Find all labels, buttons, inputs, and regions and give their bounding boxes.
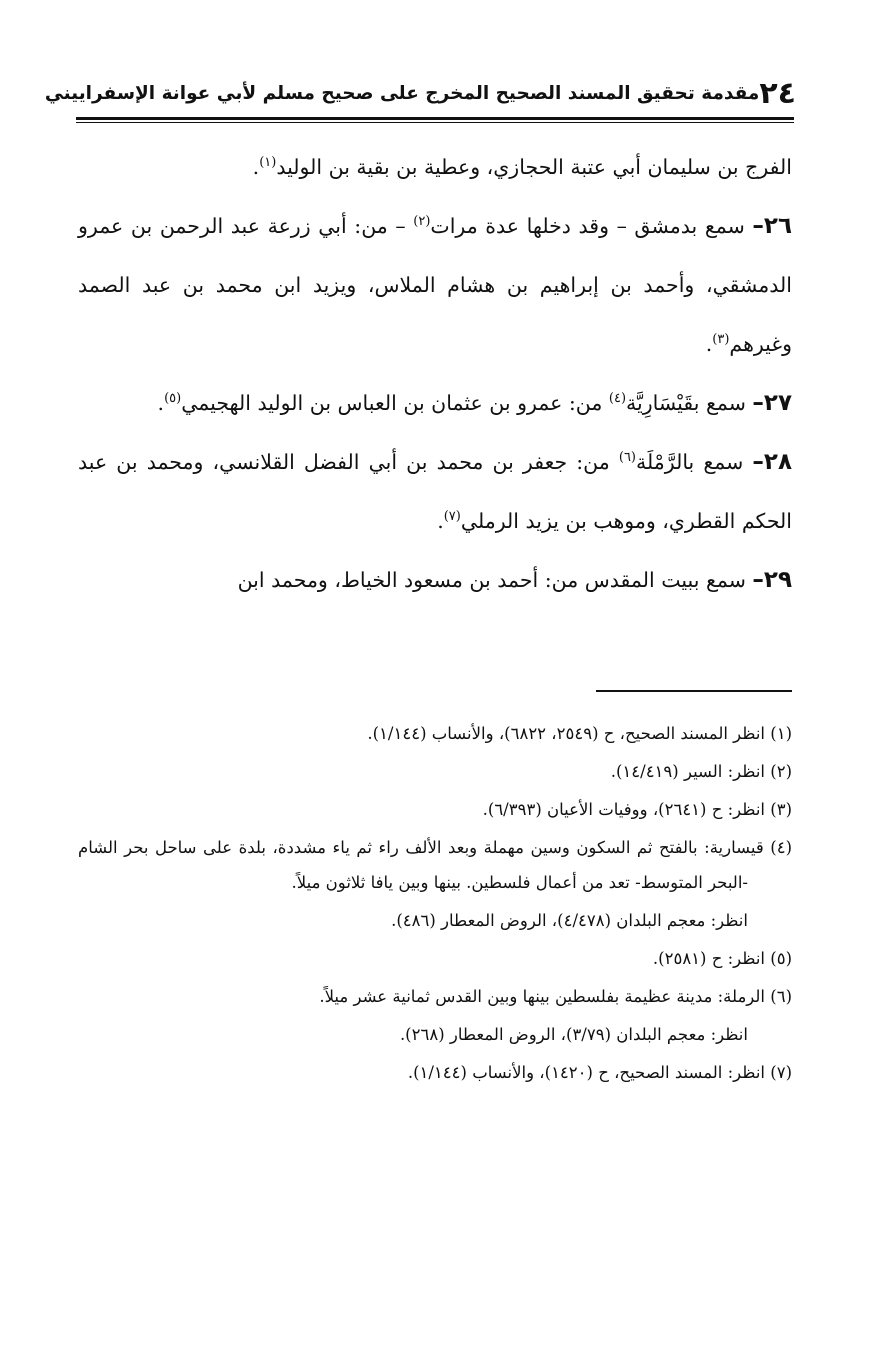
footnote-ref: (١) — [259, 155, 277, 171]
paragraph-29 — [78, 551, 792, 610]
footnote-6-source: انظر: معجم البلدان (٣/٧٩)، الروض المعطار (٢٦٨). — [399, 1025, 748, 1044]
footnote-ref: (٦) — [618, 450, 636, 466]
paragraph-text: سمع بدمشق – وقد دخلها عدة مرات — [430, 214, 753, 238]
paragraph-text: سمع ببيت المقدس من: أحمد بن مسعود الخياط، ومحمد ابن — [237, 568, 753, 592]
period: . — [437, 509, 444, 533]
paragraph-text: – من: أبي زرعة عبد الرحمن بن عمرو الدمشقي، وأحمد بن إبراهيم بن هشام الملاس، ويزيد ابن محمد بن عبد الصمد وغيرهم — [78, 214, 792, 356]
paragraph-text: من: جعفر بن محمد بن أبي الفضل القلانسي، ومحمد بن عبد الحكم القطري، وموهب بن يزيد الرملي — [78, 450, 792, 533]
paragraph-text: الفرج بن سليمان أبي عتبة الحجازي، وعطية بن بقية بن الوليد — [276, 155, 792, 179]
item-number: ٢٦– — [752, 213, 792, 239]
paragraph-text: من: عمرو بن عثمان بن العباس بن الوليد الهجيمي — [181, 391, 609, 415]
page-header — [44, 72, 796, 114]
header-rule-thin — [76, 122, 794, 123]
footnote-4-source: انظر: معجم البلدان (٤/٤٧٨)، الروض المعطار (٤٨٦). — [391, 911, 748, 930]
footnote-4: (٤) قيسارية: بالفتح ثم السكون وسين مهملة وبعد الألف راء ثم ياء مشددة، بلدة على ساحل بحر الشام -البحر المتوسط- تعد من أعمال فلسطين. بينها وبين يافا ثلاثون ميلاً. — [78, 838, 792, 892]
footnote-ref: (٧) — [443, 509, 461, 525]
paragraph-text: سمع بقَيْسَارِيَّة — [626, 391, 753, 415]
footnote-ref: (٥) — [164, 391, 182, 407]
period: . — [705, 332, 713, 356]
period: . — [157, 391, 165, 415]
footnote-separator — [596, 690, 792, 692]
footnote-ref: (٣) — [712, 332, 730, 348]
footnotes — [78, 716, 792, 1090]
item-number: ٢٩– — [752, 567, 792, 593]
footnote-7: (٧) انظر: المسند الصحيح، ح (١٤٢٠)، والأنساب (١/١٤٤). — [407, 1063, 792, 1082]
footnote-ref: (٢) — [413, 214, 431, 230]
footnote-5: (٥) انظر: ح (٢٥٨١). — [652, 949, 792, 968]
period: . — [252, 155, 260, 179]
item-number: ٢٧– — [752, 390, 792, 416]
page-number: ٢٤ — [759, 75, 796, 111]
footnote-1: (١) انظر المسند الصحيح، ح (٢٥٤٩، ٦٨٢٢)، والأنساب (١/١٤٤). — [367, 724, 792, 743]
running-title: مقدمة تحقيق المسند الصحيح المخرج على صحيح مسلم لأبي عوانة الإسفراييني — [44, 82, 760, 104]
footnote-2: (٢) انظر: السير (١٤/٤١٩). — [610, 762, 792, 781]
header-rule-thick — [76, 117, 794, 120]
item-number: ٢٨– — [752, 449, 792, 475]
paragraph-28 — [78, 433, 792, 551]
paragraph-27 — [78, 374, 792, 433]
paragraph-text: سمع بالرَّمْلَة — [636, 450, 753, 474]
footnote-3: (٣) انظر: ح (٢٦٤١)، ووفيات الأعيان (٦/٣٩٣). — [482, 800, 792, 819]
footnote-ref: (٤) — [608, 391, 627, 407]
paragraph-26 — [78, 197, 792, 374]
paragraph-continuation — [78, 138, 792, 197]
main-text — [78, 138, 792, 610]
footnote-6: (٦) الرملة: مدينة عظيمة بفلسطين بينها وبين القدس ثمانية عشر ميلاً. — [319, 987, 792, 1006]
